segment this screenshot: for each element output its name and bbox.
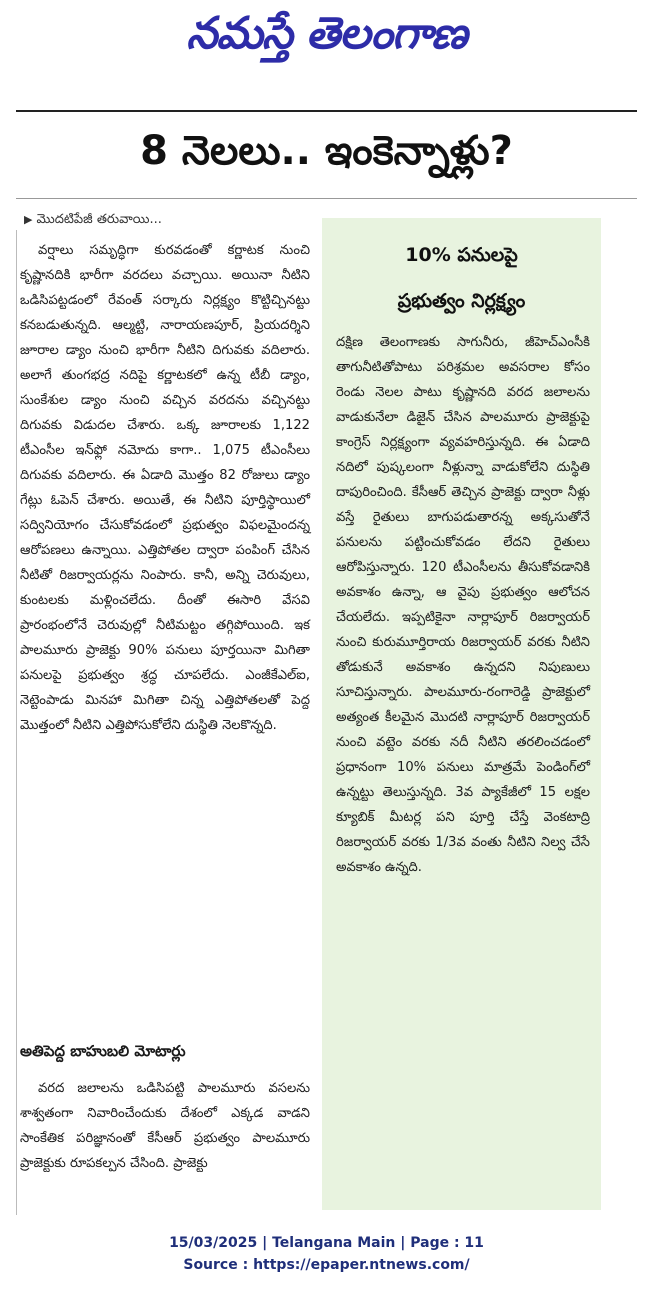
sidebar-paragraph: దక్షిణ తెలంగాణకు సాగునీరు, జీహెచ్ఎంసీకి తాగునీటితోపాటు పరిశ్రమల అవసరాల కోసం రెండు నెలల పాటు కృష్ణానది వరద జలాలను వాడుకునేలా డిజైన్ చేసిన పాలమూరు ప్రాజెక్టుపై కాంగ్రెస్ నిర్లక్ష్యంగా వ్యవహరిస్తున్నది. ఈ ఏడాది నదిలో పుష్కలంగా నీళ్లున్నా వాడుకోలేని దుస్థితి దాపురించింది. కేసీఆర్ తెచ్చిన ప్రాజెక్టు ద్వారా నీళ్లు వస్తే రైతులు బాగుపడుతారన్న అక్కసుతోనే పనులను పట్టించుకోవడం లేదని రైతులు ఆరోపిస్తున్నారు. 120 టీఎంసీలను తీసుకోవడానికి అవకాశం ఉన్నా, ఆ వైపు ప్రభుత్వం ఆలోచన చేయలేదు. ఇప్పటికైనా నార్లాపూర్ రిజర్వాయర్ నుంచి కురుమూర్తిరాయ రిజర్వాయర్ వరకు నీటిని తోడుకునే అవకాశం ఉన్నదని నిపుణులు సూచిస్తున్నారు. పాలమూరు-రంగారెడ్డి ప్రాజెక్టులో అత్యంత కీలమైన మొదటి నార్లాపూర్ రిజర్వాయర్ నుంచి వట్టెం వరకు నదీ నీటిని తరలించడంలో ప్రధానంగా 10% పనులు మాత్రమే పెండింగ్‌లో ఉన్నట్టు తెలుస్తున్నది. 3వ ప్యాకేజీలో 15 లక్షల క్యూబిక్ మీటర్ల పని పూర్తి చేస్తే వెంకటాద్రి రిజర్వాయర్ వరకు 1/3వ వంతు నీటిని నిల్వ చేసే అవకాశం ఉన్నది. <box>336 335 590 875</box>
triangle-icon: ▶ <box>24 213 33 226</box>
kicker <box>24 212 162 230</box>
newspaper-logo: నమస్తే తెలంగాణ <box>186 8 467 59</box>
kicker-text: మొదటిపేజీ తరువాయి... <box>36 212 162 227</box>
sidebar-title-line: ప్రభుత్వం నిర్లక్ష్యం <box>397 290 526 312</box>
body-paragraph: వరద జలాలను ఒడిసిపట్టి పాలమూరు వసలను శాశ్వతంగా నివారించేందుకు దేశంలో ఎక్కడ వాడని సాంకేతిక పరిజ్ఞానంతో కేసీఆర్ ప్రభుత్వం పాలమూరు ప్రాజెక్టుకు రూపకల్పన చేసింది. ప్రాజెక్టు <box>20 1081 310 1171</box>
left-column-continued <box>20 1076 310 1176</box>
divider <box>16 198 637 199</box>
masthead <box>0 8 653 70</box>
subheading: అతిపెద్ద బాహుబలి మోటార్లు <box>20 1042 186 1060</box>
footer-source-link[interactable]: Source : https://epaper.ntnews.com/ <box>183 1257 470 1273</box>
footer-date-line: 15/03/2025 | Telangana Main | Page : 11 <box>169 1235 484 1251</box>
left-column <box>20 238 310 738</box>
footer <box>0 1232 653 1276</box>
column-rule <box>16 230 17 1215</box>
sidebar-column <box>336 330 590 880</box>
sidebar-title <box>322 232 601 324</box>
divider <box>16 110 637 112</box>
headline: 8 నెలలు.. ఇంకెన్నాళ్లు? <box>140 128 513 174</box>
body-paragraph: వర్షాలు సమృద్ధిగా కురవడంతో కర్ణాటక నుంచి కృష్ణానదికి భారీగా వరదలు వచ్చాయి. అయినా నీటిని ఒడిసిపట్టడంలో రేవంత్ సర్కారు నిర్లక్ష్యం కొట్టిచ్చినట్టు కనబడుతున్నది. ఆల్మట్టి, నారాయణపూర్, ప్రియదర్శిని జూరాల డ్యాం నుంచి భారీగా నీటిని దిగువకు వదిలారు. అలాగే తుంగభద్ర నదిపై కర్ణాటకలో ఉన్న టీబీ డ్యాం, సుంకేశుల డ్యాం నుంచి వచ్చిన వరదను వచ్చినట్టు దిగువకు విడుదల చేశారు. ఒక్క జూరాలకు 1,122 టీఎంసీల ఇన్‌ఫ్లో నమోదు కాగా.. 1,075 టీఎంసీలు దిగువకు వదిలారు. ఈ ఏడాది మొత్తం 82 రోజులు డ్యాం గేట్లు ఓపెన్ చేశారు. అయితే, ఈ నీటిని పూర్తిస్థాయిలో సద్వినియోగం చేసుకోవడంలో ప్రభుత్వం విఫలమైందన్న ఆరోపణలు ఉన్నాయి. ఎత్తిపోతల ద్వారా పంపింగ్ చేసిన నీటితో రిజర్వాయర్లను నింపారు. కానీ, అన్ని చెరువులు, కుంటలకు మళ్లించలేదు. దీంతో ఈసారి వేసవి ప్రారంభంలోనే చెరువుల్లో నీటిమట్టం తగ్గిపోయింది. ఇక పాలమూరు ప్రాజెక్టు 90% పనులు పూర్తయినా మిగితా పనులపై ప్రభుత్వం శ్రద్ధ చూపలేదు. ఎంజీకేఎల్ఐ, నెట్టెంపాడు మినహా మిగితా చిన్న ఎత్తిపోతలతో పెద్ద మొత్తంలో నీటిని ఎత్తిపోసుకోలేని దుస్థితి నెలకొన్నది. <box>20 243 310 733</box>
sidebar-title-line: 10% పనులపై <box>405 244 518 266</box>
